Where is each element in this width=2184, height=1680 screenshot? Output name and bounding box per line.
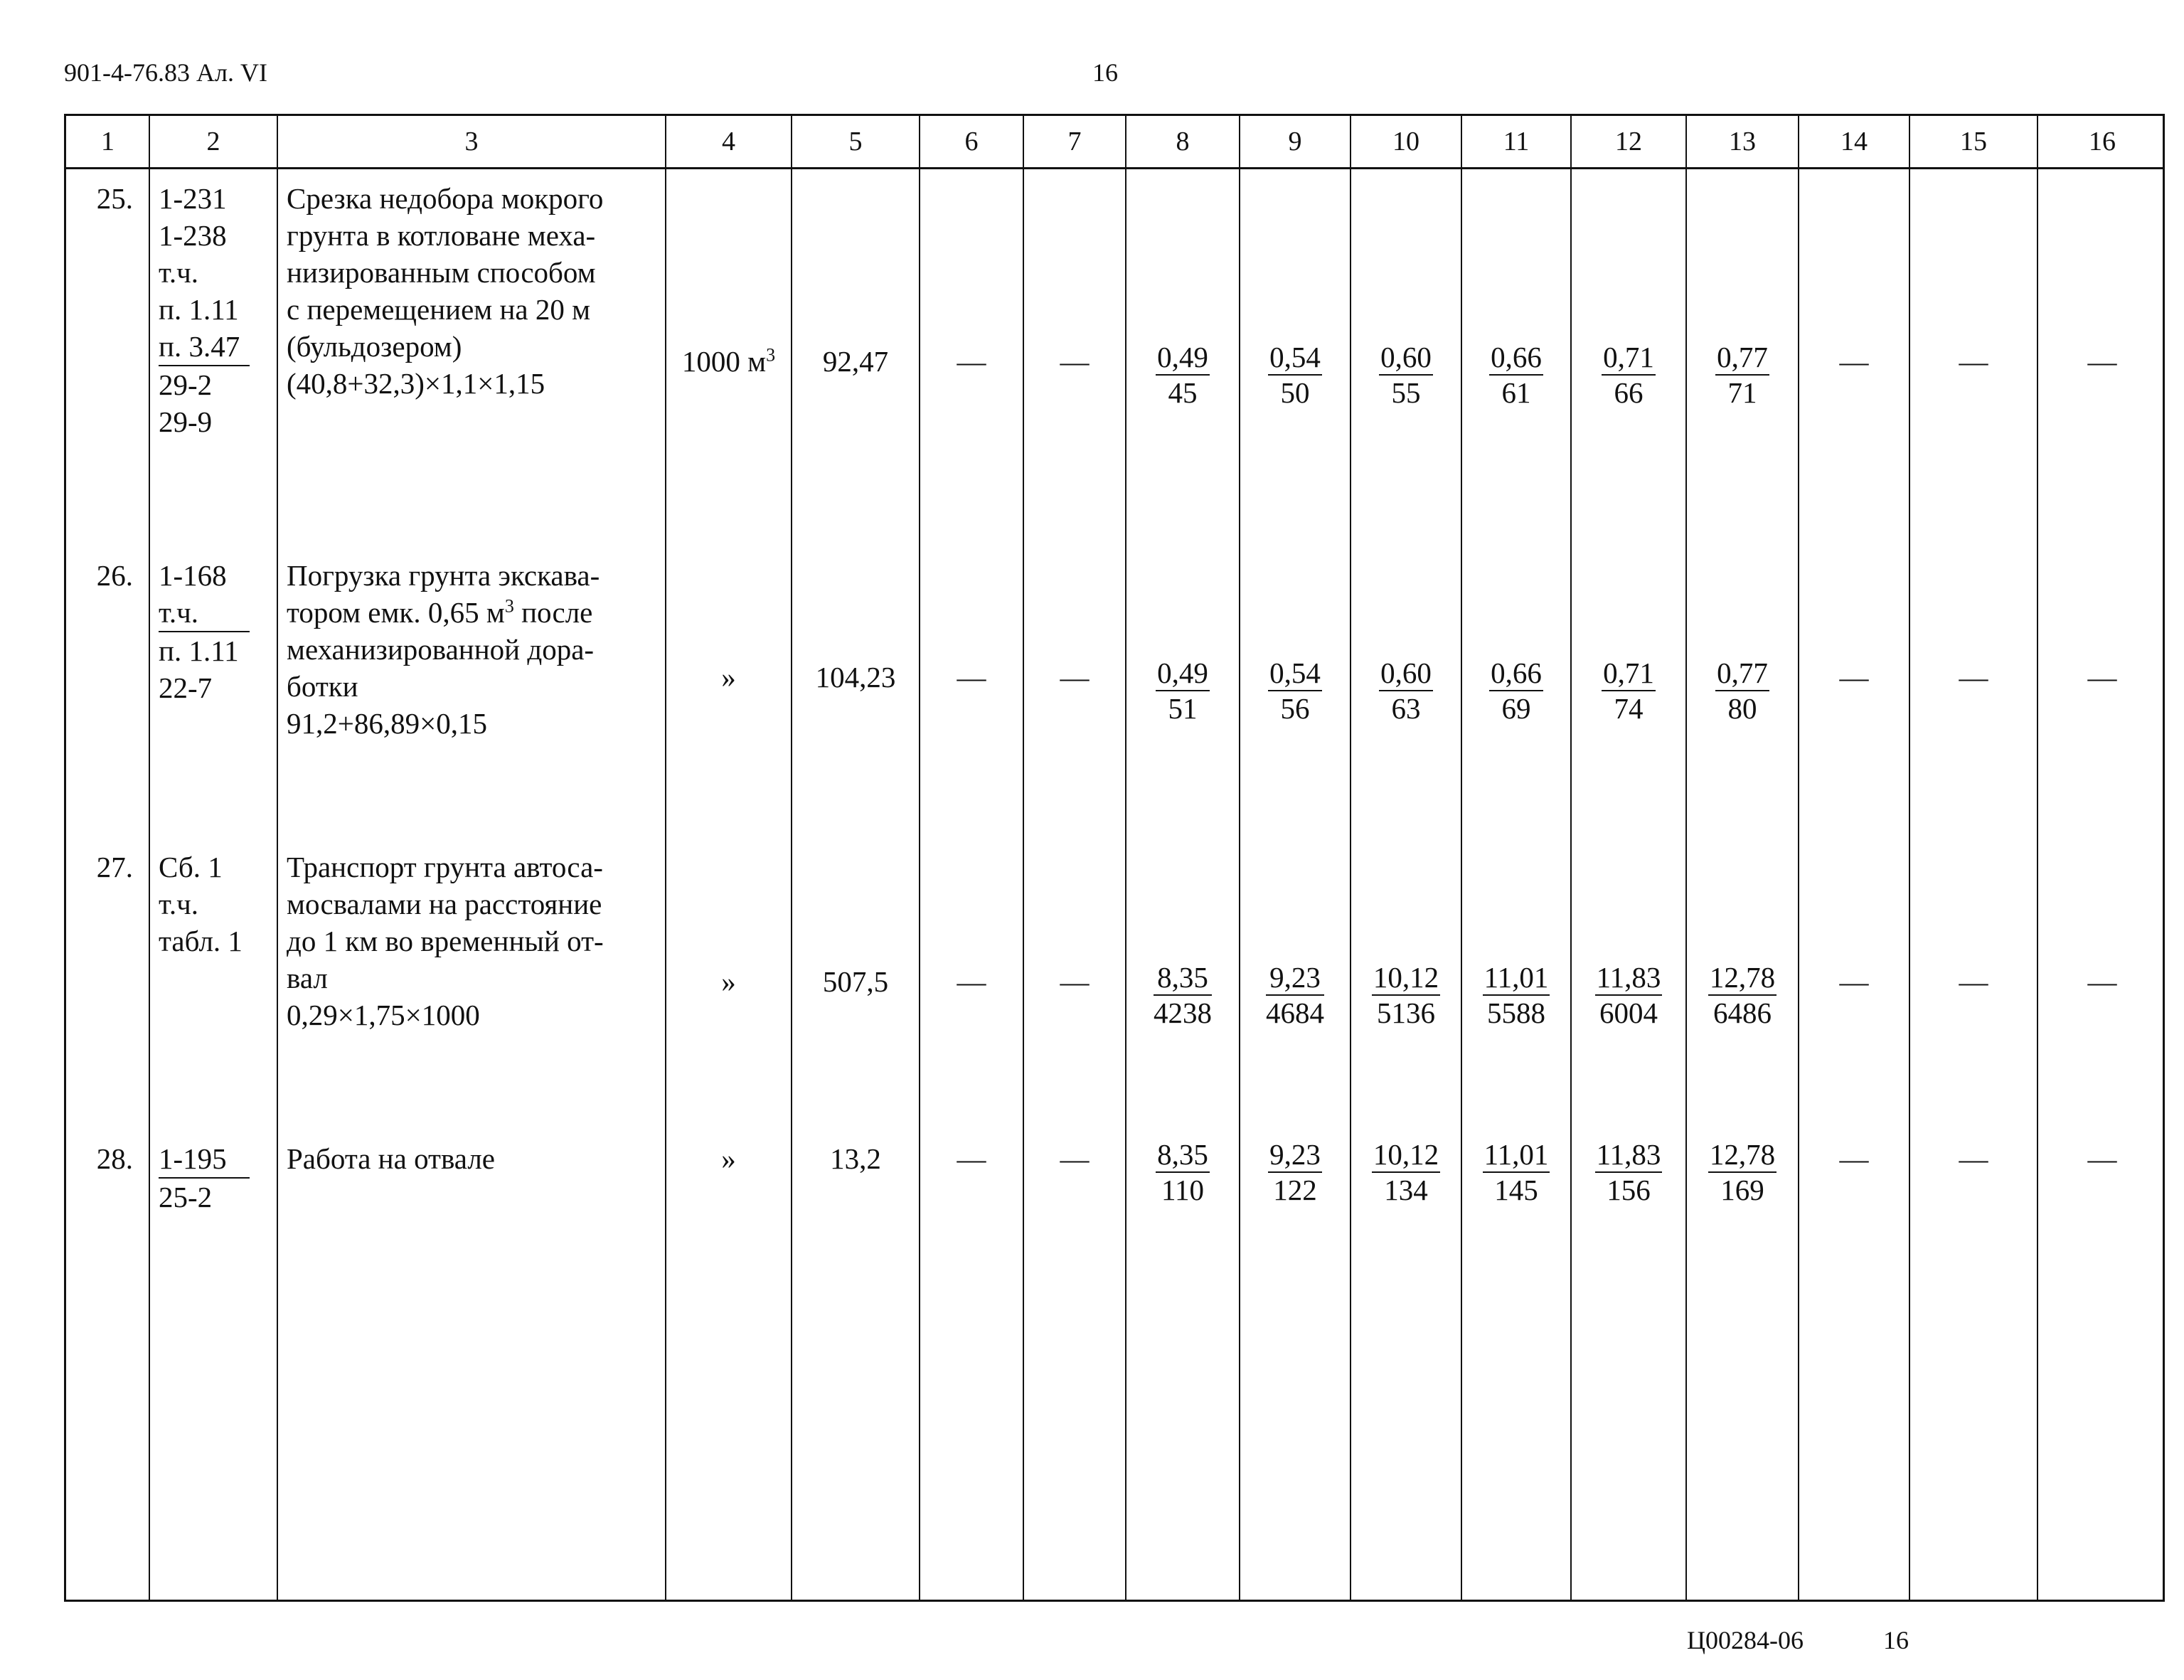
reference-line: п. 1.11 [159,634,239,667]
column-divider [1685,116,1687,1600]
page-number: 16 [1092,58,1118,87]
fraction [1268,1137,1322,1207]
column-number: 14 [1841,127,1868,156]
empty-value-dash: — [1959,661,1988,693]
fraction-numerator: 0,77 [1715,340,1769,376]
fraction [1602,656,1656,725]
empty-value-dash: — [1839,1142,1869,1175]
empty-value-dash: — [1959,1142,1988,1175]
cost-fraction [1126,1137,1240,1208]
column-divider [1239,116,1240,1600]
fraction-denominator: 55 [1391,376,1421,409]
fraction [1268,340,1322,410]
fraction-denominator: 4238 [1154,996,1212,1029]
column-number: 5 [848,127,863,156]
footer-code: Ц00284-06 [1687,1626,1804,1654]
fraction [1708,1137,1777,1207]
cost-fraction [1351,656,1461,727]
unit-of-measure [666,1140,792,1177]
description-line: мосвалами на расстояние [287,888,602,920]
fraction [1715,656,1769,725]
description-line: (40,8+32,3)×1,1×1,15 [287,367,545,400]
fraction-denominator: 6004 [1599,996,1658,1029]
cost-fraction [1461,1137,1571,1208]
column-divider [791,116,792,1600]
column-number: 4 [722,127,735,156]
fraction [1372,960,1440,1030]
fraction-numerator: 11,01 [1483,1137,1550,1173]
fraction-denominator: 110 [1161,1174,1204,1206]
column-divider [1461,116,1462,1600]
cost-fraction [1461,960,1571,1031]
empty-value-dash: — [1959,965,1988,998]
empty-value-dash: — [1839,965,1869,998]
description-line: Погрузка грунта экскава- [287,559,600,592]
description-line: до 1 км во временный от- [287,925,604,957]
cost-fraction [1351,1137,1461,1208]
reference-line: табл. 1 [159,925,243,957]
description-line: ботки [287,670,358,703]
fraction-denominator: 66 [1614,376,1644,409]
cost-fraction [1461,656,1571,727]
column-number: 3 [464,127,479,156]
fraction [1156,1137,1210,1207]
column-number: 10 [1392,127,1419,156]
column-number: 8 [1176,127,1190,156]
description-line: Работа на отвале [287,1142,495,1175]
fraction-denominator: 56 [1280,692,1310,725]
column-divider [1023,116,1024,1600]
column-divider [1350,116,1351,1600]
cost-fraction [1351,340,1461,411]
cost-fraction [1240,1137,1351,1208]
unit-text: » [721,965,736,998]
empty-value-dash: — [2087,1142,2117,1175]
description-line: грунта в котловане меха- [287,219,596,252]
empty-value-dash: — [1959,345,1988,378]
cost-fraction [1686,340,1799,411]
reference-line: 25-2 [159,1181,213,1213]
fraction-denominator: 45 [1168,376,1198,409]
column-number: 6 [964,127,979,156]
reference-line: Сб. 1 [159,851,223,883]
reference-line: 22-7 [159,671,213,704]
fraction-numerator: 8,35 [1156,1137,1210,1173]
description-line: низированным способом [287,256,596,289]
fraction [1602,340,1656,410]
description-line: 0,29×1,75×1000 [287,999,480,1031]
fraction-denominator: 134 [1384,1174,1428,1206]
reference-line: 1-195 [159,1140,250,1179]
fraction-numerator: 0,49 [1156,656,1210,691]
cost-fraction [1240,340,1351,411]
cost-fraction [1240,656,1351,727]
reference-line: т.ч. [159,256,198,289]
cost-fraction [1126,656,1240,727]
description-line: вал [287,962,328,994]
fraction-denominator: 169 [1720,1174,1764,1206]
description-line [287,594,656,631]
reference-line: п. 1.11 [159,293,239,326]
fraction-denominator: 6486 [1713,996,1772,1029]
unit-text: 1000 м [681,345,767,378]
quantity: 92,47 [822,345,889,378]
reference-line: т.ч. [159,888,198,920]
fraction [1268,656,1322,725]
description-line: 91,2+86,89×0,15 [287,707,487,740]
empty-value-dash: — [957,1142,986,1175]
fraction-numerator: 0,66 [1489,340,1543,376]
fraction-numerator: 0,71 [1602,656,1656,691]
column-divider [1798,116,1799,1600]
column-number: 11 [1503,127,1530,156]
fraction-denominator: 63 [1391,692,1421,725]
fraction [1489,656,1543,725]
row-number: 25. [96,182,133,215]
work-description [287,849,656,1033]
description-line: (бульдозером) [287,330,462,363]
empty-value-dash: — [2087,345,2117,378]
fraction-numerator: 0,60 [1379,340,1433,376]
fraction [1266,960,1324,1030]
cost-fraction [1126,960,1240,1031]
fraction-numerator: 11,01 [1483,960,1550,996]
fraction-numerator: 9,23 [1266,960,1324,996]
fraction-denominator: 80 [1727,692,1757,725]
fraction-numerator: 12,78 [1708,1137,1777,1173]
reference-line: 1-168 [159,559,227,592]
fraction-denominator: 51 [1168,692,1198,725]
document-code: 901-4-76.83 Ал. VI [64,58,267,87]
work-description [287,557,656,742]
column-divider [919,116,920,1600]
fraction-denominator: 156 [1607,1174,1651,1206]
row-number: 26. [96,559,133,592]
empty-value-dash: — [957,661,986,693]
fraction [1483,960,1550,1030]
cost-fraction [1686,960,1799,1031]
column-number: 12 [1615,127,1642,156]
unit-text: » [721,1142,736,1175]
fraction-numerator: 0,66 [1489,656,1543,691]
empty-value-dash: — [2087,661,2117,693]
column-divider [1909,116,1910,1600]
column-divider [149,116,150,1600]
header-divider [66,167,2163,169]
cost-fraction [1461,340,1571,411]
description-line: механизированной дора- [287,633,595,666]
column-number: 2 [206,127,220,156]
column-number: 9 [1288,127,1302,156]
row-number: 28. [96,1142,133,1175]
unit-superscript: 3 [766,344,776,366]
column-divider [1125,116,1126,1600]
fraction-numerator: 0,71 [1602,340,1656,376]
quantity: 104,23 [815,661,896,693]
cost-fraction [1571,656,1686,727]
fraction-numerator: 0,54 [1268,656,1322,691]
estimate-table [64,114,2165,1602]
fraction-denominator: 71 [1727,376,1757,409]
empty-value-dash: — [1839,345,1869,378]
footer-page-number: 16 [1883,1626,1909,1654]
fraction-numerator: 0,77 [1715,656,1769,691]
column-number: 7 [1067,127,1082,156]
fraction-numerator: 0,49 [1156,340,1210,376]
cost-fraction [1126,340,1240,411]
fraction [1595,1137,1663,1207]
description-text: тором емк. 0,65 м [287,596,505,629]
quantity: 507,5 [822,965,889,998]
description-text: после [513,596,593,629]
fraction [1595,960,1663,1030]
empty-value-dash: — [957,965,986,998]
description-line: Срезка недобора мокрого [287,182,604,215]
norm-reference [159,849,279,959]
description-line: с перемещением на 20 м [287,293,591,326]
norm-reference [159,557,279,706]
cost-fraction [1240,960,1351,1031]
reference-line: 1-231 [159,182,227,215]
fraction-numerator: 0,60 [1379,656,1433,691]
cost-fraction [1686,656,1799,727]
empty-value-dash: — [2087,965,2117,998]
fraction-denominator: 50 [1280,376,1310,409]
cost-fraction [1686,1137,1799,1208]
fraction-numerator: 0,54 [1268,340,1322,376]
reference-line: 1-238 [159,219,227,252]
superscript: 3 [504,595,514,617]
fraction-denominator: 4684 [1266,996,1324,1029]
reference-line: т.ч. [159,594,250,632]
column-divider [665,116,666,1600]
fraction [1156,340,1210,410]
unit-of-measure [666,659,792,696]
column-divider [2037,116,2038,1600]
fraction-numerator: 12,78 [1708,960,1777,996]
cost-fraction [1571,1137,1686,1208]
reference-line: п. 3.47 [159,328,250,366]
reference-line: 29-2 [159,368,213,401]
unit-text: » [721,661,736,693]
fraction-numerator: 9,23 [1268,1137,1322,1173]
empty-value-dash: — [1060,661,1090,693]
fraction [1708,960,1777,1030]
fraction [1156,656,1210,725]
empty-value-dash: — [1839,661,1869,693]
cost-fraction [1571,960,1686,1031]
empty-value-dash: — [1060,965,1090,998]
fraction-denominator: 122 [1273,1174,1317,1206]
fraction [1715,340,1769,410]
cost-fraction [1351,960,1461,1031]
column-number: 15 [1960,127,1987,156]
work-description [287,180,656,402]
fraction-denominator: 74 [1614,692,1644,725]
row-number: 27. [96,851,133,883]
fraction [1489,340,1543,410]
fraction-numerator: 10,12 [1372,960,1440,996]
fraction-denominator: 61 [1501,376,1531,409]
fraction-denominator: 69 [1501,692,1531,725]
fraction-denominator: 5588 [1486,996,1545,1029]
empty-value-dash: — [1060,345,1090,378]
reference-line: 29-9 [159,405,213,438]
column-number: 1 [101,127,114,156]
empty-value-dash: — [957,345,986,378]
fraction-denominator: 145 [1494,1174,1538,1206]
cost-fraction [1571,340,1686,411]
fraction [1483,1137,1550,1207]
fraction-numerator: 8,35 [1154,960,1212,996]
norm-reference [159,1140,279,1216]
quantity: 13,2 [830,1142,881,1175]
fraction-numerator: 11,83 [1595,1137,1663,1173]
unit-of-measure [666,343,792,380]
column-divider [1570,116,1572,1600]
fraction-numerator: 10,12 [1372,1137,1440,1173]
column-number: 13 [1729,127,1756,156]
description-line: Транспорт грунта автоса- [287,851,603,883]
fraction-denominator: 5136 [1377,996,1435,1029]
fraction-numerator: 11,83 [1595,960,1663,996]
fraction [1154,960,1212,1030]
column-number: 16 [2089,127,2116,156]
unit-of-measure [666,963,792,1000]
fraction [1372,1137,1440,1207]
fraction [1379,656,1433,725]
fraction [1379,340,1433,410]
work-description [287,1140,656,1177]
empty-value-dash: — [1060,1142,1090,1175]
norm-reference [159,180,279,440]
